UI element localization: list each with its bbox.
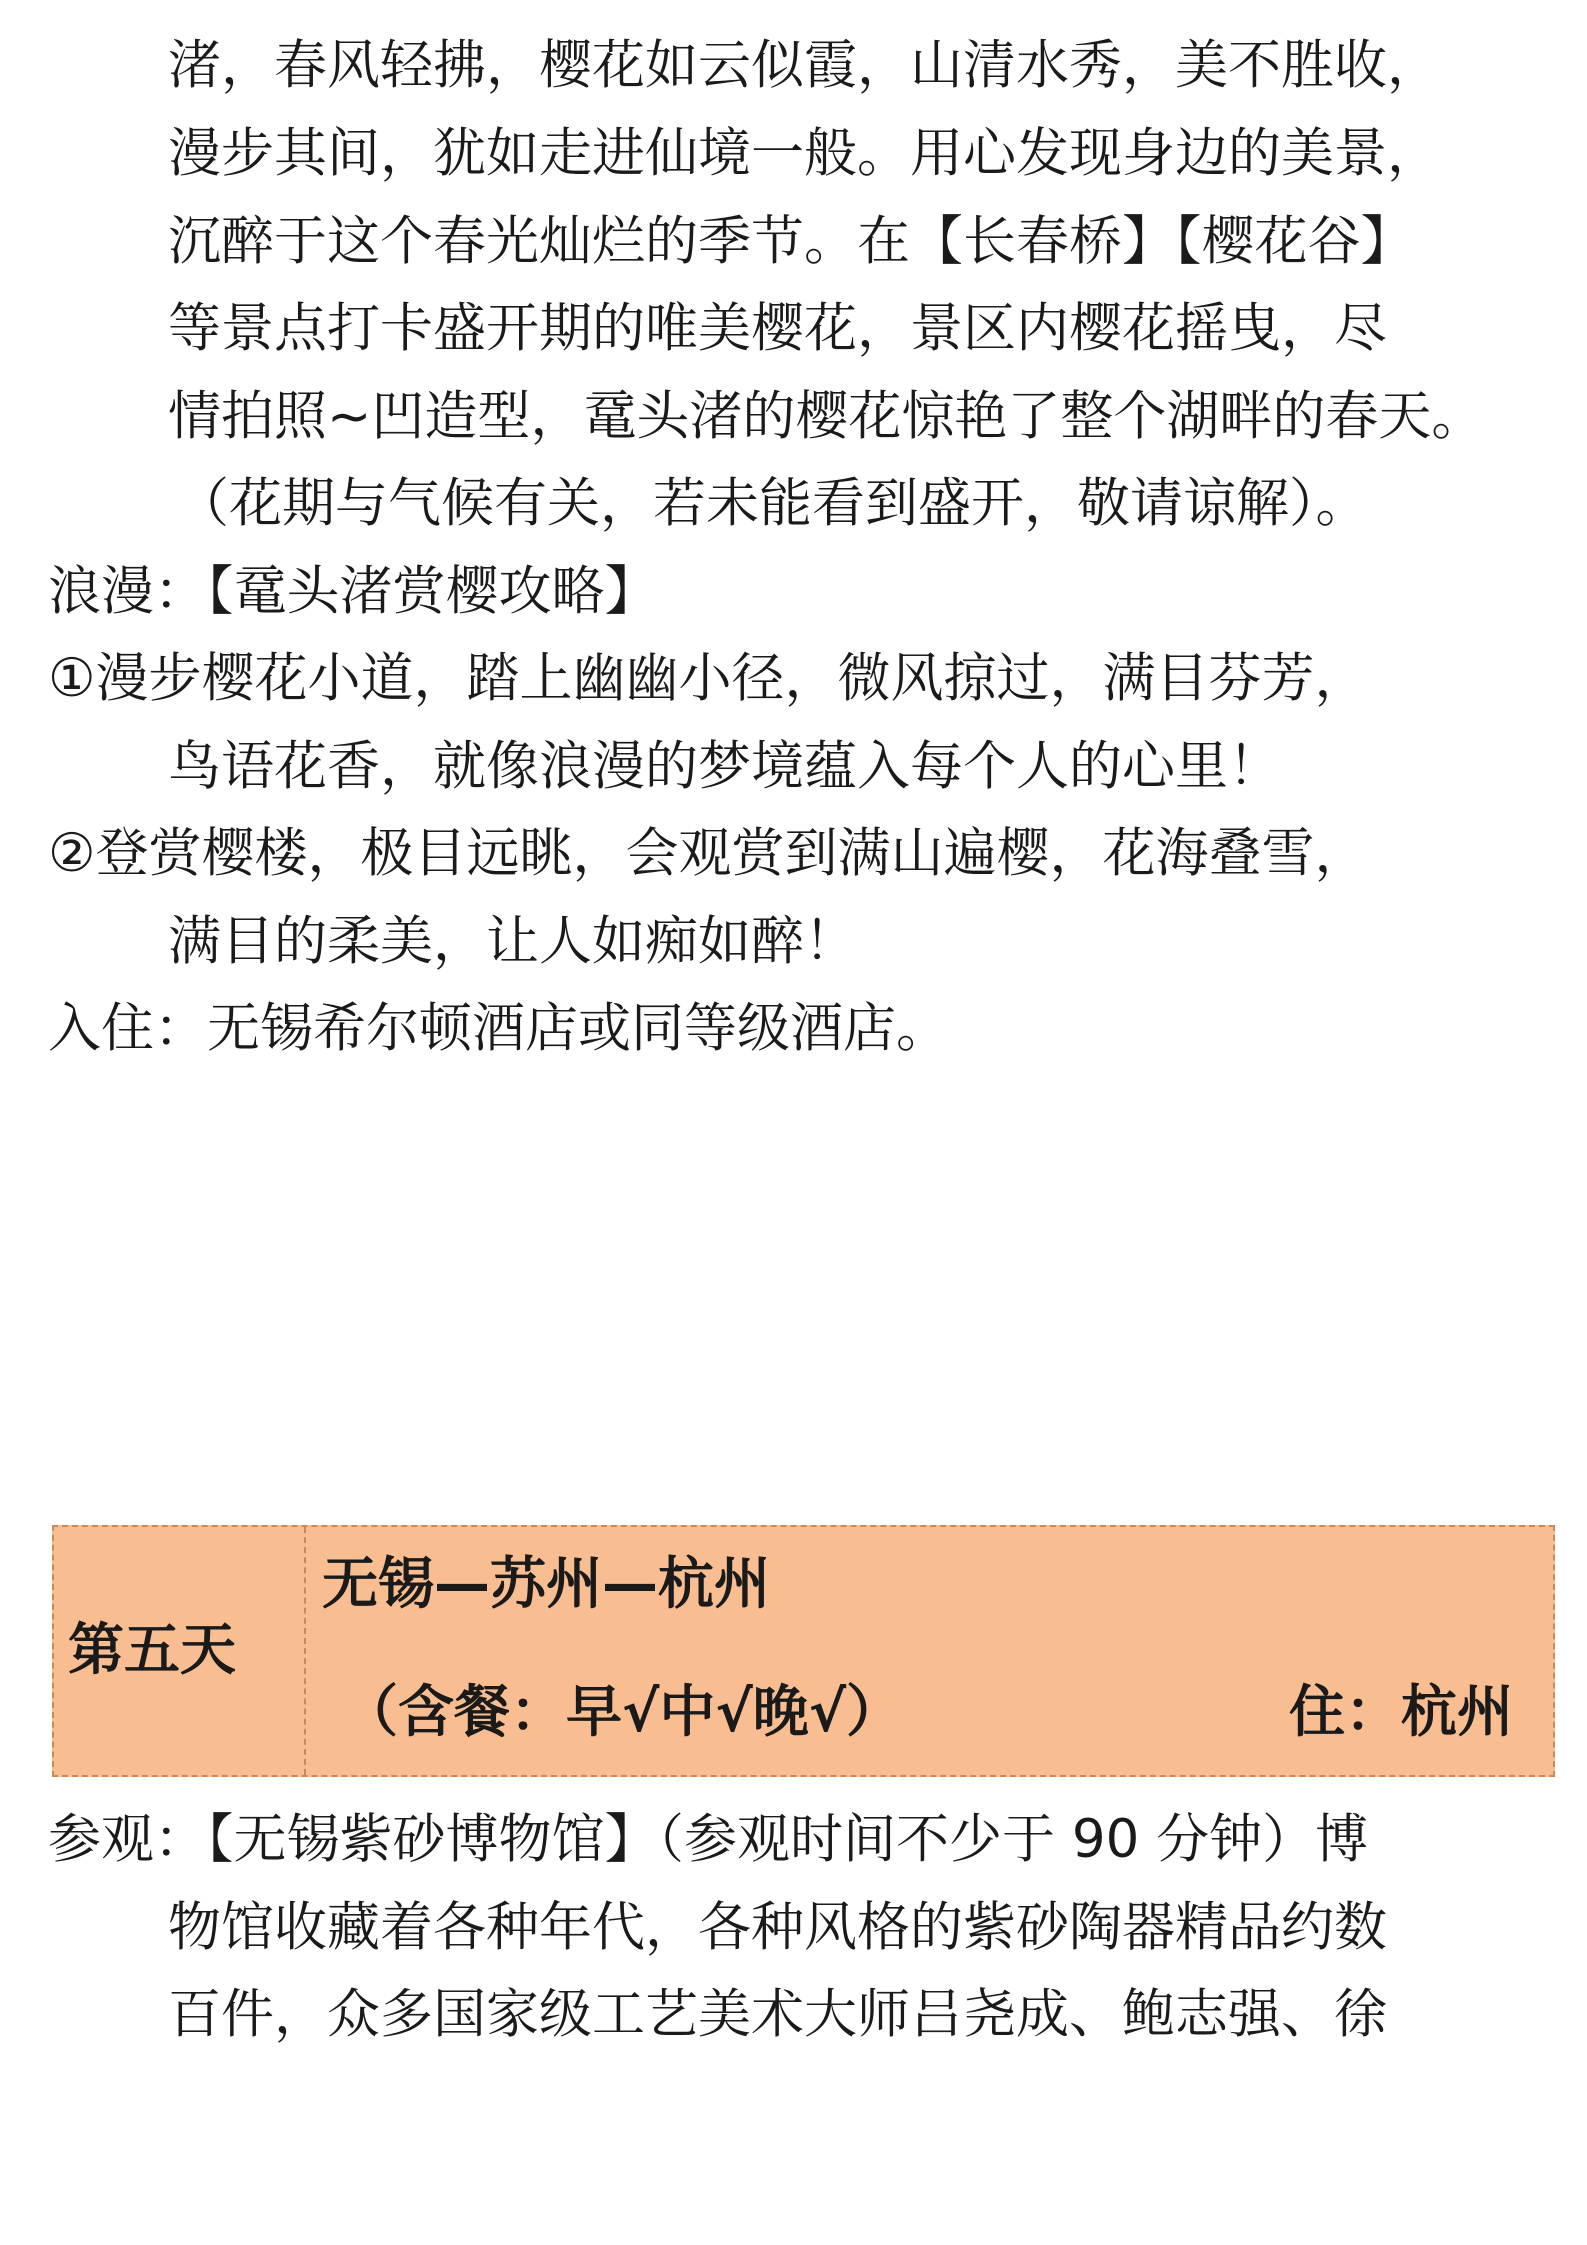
hotel-line: 入住：无锡希尔顿酒店或同等级酒店。 — [48, 998, 949, 1059]
day-label-cell — [54, 1527, 306, 1775]
intro-line-6: （花期与气候有关，若未能看到盛开，敬请谅解）。 — [176, 473, 1369, 534]
day-route: 无锡—苏州—杭州 — [322, 1552, 770, 1617]
intro-line-5: 情拍照~凹造型，鼋头渚的樱花惊艳了整个湖畔的春天。 — [168, 386, 1485, 447]
visit-line-2: 物馆收藏着各种年代，各种风格的紫砂陶器精品约数 — [168, 1897, 1387, 1958]
visit-line-1: 参观：【无锡紫砂博物馆】（参观时间不少于 90 分钟）博 — [48, 1809, 1369, 1870]
romance-heading: 浪漫：【鼋头渚赏樱攻略】 — [48, 561, 658, 622]
day-stay: 住：杭州 — [1289, 1680, 1513, 1745]
romance-item-1: ①漫步樱花小道，踏上幽幽小径，微风掠过，满目芬芳， — [48, 648, 1368, 709]
day-header-table — [52, 1525, 1555, 1777]
romance-item-1-cont: 鸟语花香，就像浪漫的梦境蕴入每个人的心里！ — [168, 736, 1281, 797]
visit-line-3: 百件，众多国家级工艺美术大师吕尧成、鲍志强、徐 — [168, 1984, 1387, 2045]
romance-item-2: ②登赏樱楼，极目远眺，会观赏到满山遍樱，花海叠雪， — [48, 823, 1368, 884]
intro-line-3: 沉醉于这个春光灿烂的季节。在【长春桥】【樱花谷】 — [168, 211, 1414, 272]
intro-line-2: 漫步其间，犹如走进仙境一般。用心发现身边的美景， — [168, 123, 1440, 184]
intro-line-1: 渚，春风轻拂，樱花如云似霞，山清水秀，美不胜收， — [168, 35, 1440, 96]
intro-line-4: 等景点打卡盛开期的唯美樱花，景区内樱花摇曳，尽 — [168, 298, 1387, 359]
romance-item-2-cont: 满目的柔美，让人如痴如醉！ — [168, 911, 857, 972]
day-label: 第五天 — [68, 1618, 236, 1683]
day-meals: （含餐：早√中√晚√） — [342, 1680, 903, 1745]
